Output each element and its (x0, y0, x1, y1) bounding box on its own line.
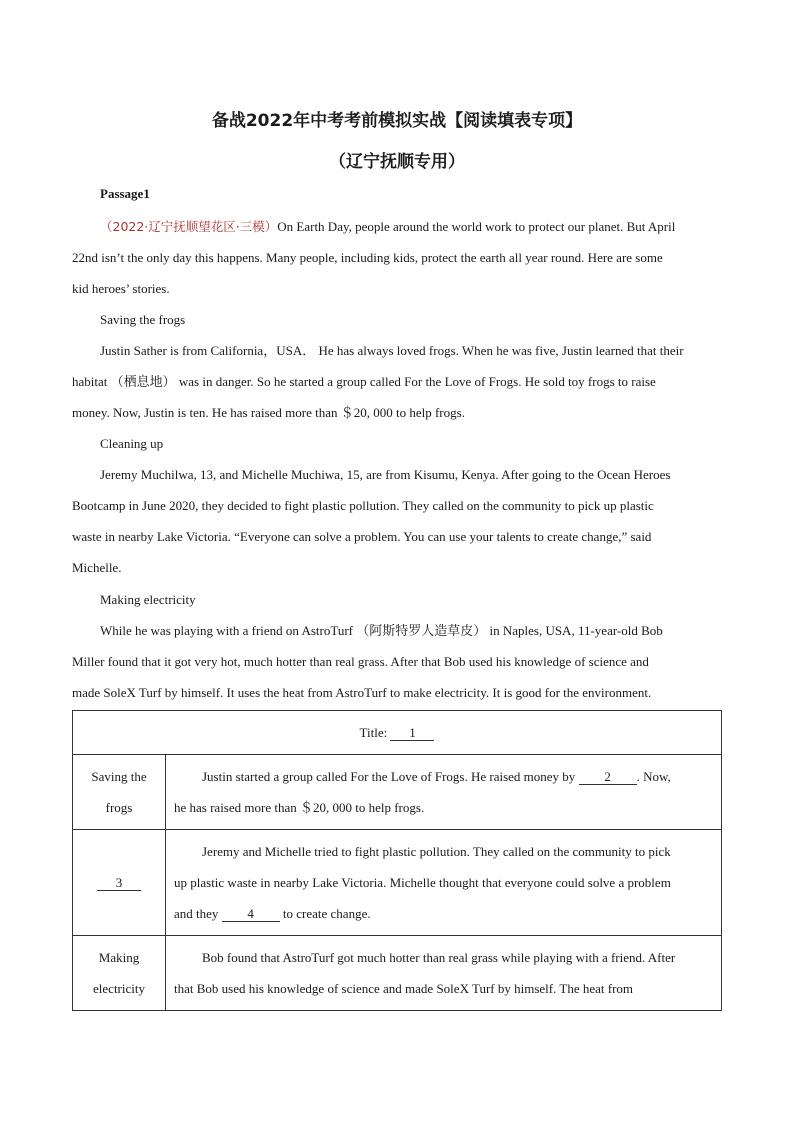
section-line: Jeremy Muchilwa, 13, and Michelle Muchiwa, 15, are from Kisumu, Kenya. After going to the Ocean Heroes (100, 467, 671, 482)
section-line: money. Now, Justin is ten. He has raised more than ＄20, 000 to help frogs. (72, 405, 465, 420)
section-line: Justin Sather is from California，USA． He has always loved frogs. When he was five, Justin learned that their (100, 343, 684, 358)
section-line: Michelle. (72, 560, 122, 575)
fill-in-table (72, 710, 722, 1011)
table-row (73, 755, 722, 830)
section-heading: Cleaning up (100, 436, 164, 451)
passage-label: Passage1 (100, 186, 150, 201)
section-making-electricity (72, 584, 722, 708)
table-row (73, 936, 722, 1011)
section-line: While he was playing with a friend on AstroTurf （阿斯特罗人造草皮） in Naples, USA, 11-year-old Bob (100, 623, 663, 638)
section-heading: Making electricity (100, 592, 196, 607)
answer-blank-2[interactable]: 2 (579, 769, 637, 785)
passage-intro (72, 211, 722, 304)
row-content: Justin started a group called For the Love of Frogs. He raised money by 2 . Now, he has raised more than ＄20, 000 to help frogs. (166, 755, 722, 830)
section-line: Bootcamp in June 2020, they decided to fight plastic pollution. They called on the community to pick up plastic (72, 498, 654, 513)
source-note: （2022·辽宁抚顺望花区·三模） (100, 219, 278, 234)
section-line: waste in nearby Lake Victoria. “Everyone can solve a problem. You can use your talents to create change,” said (72, 529, 652, 544)
row-content: Jeremy and Michelle tried to fight plastic pollution. They called on the community to pick up plastic waste in nearby Lake Victoria. Michelle thought that everyone could solve a problem and they 4 to create change. (166, 830, 722, 936)
section-cleaning-up (72, 428, 722, 583)
section-heading: Saving the frogs (100, 312, 186, 327)
answer-blank-4[interactable]: 4 (222, 906, 280, 922)
row-content: Bob found that AstroTurf got much hotter than real grass while playing with a friend. After that Bob used his knowledge of science and made SoleX Turf by himself. The heat from (166, 936, 722, 1011)
title-label: Title: (359, 724, 388, 740)
section-line: Miller found that it got very hot, much hotter than real grass. After that Bob used his knowledge of science and (72, 654, 649, 669)
table-title-row (73, 711, 722, 755)
row-label: Making electricity (73, 936, 166, 1011)
document-title: 备战2022年中考考前模拟实战【阅读填表专项】 (211, 111, 583, 131)
answer-blank-3[interactable]: 3 (97, 875, 141, 891)
table-row (73, 830, 722, 936)
answer-blank-1[interactable]: 1 (390, 725, 434, 741)
section-line: made SoleX Turf by himself. It uses the heat from AstroTurf to make electricity. It is good for the environment. (72, 685, 652, 700)
section-saving-frogs (72, 304, 722, 428)
document-subtitle: （辽宁抚顺专用） (329, 152, 465, 172)
section-line: habitat （栖息地） was in danger. So he started a group called For the Love of Frogs. He sold toy frogs to raise (72, 374, 656, 389)
table-title-cell (73, 711, 722, 755)
row-label: Saving the frogs (73, 755, 166, 830)
intro-line: （2022·辽宁抚顺望花区·三模）On Earth Day, people around the world work to protect our planet. But April (100, 219, 676, 234)
intro-line: 22nd isn’t the only day this happens. Many people, including kids, protect the earth all year round. Here are some (72, 250, 663, 265)
intro-line: kid heroes’ stories. (72, 281, 170, 296)
row-label (73, 830, 166, 936)
